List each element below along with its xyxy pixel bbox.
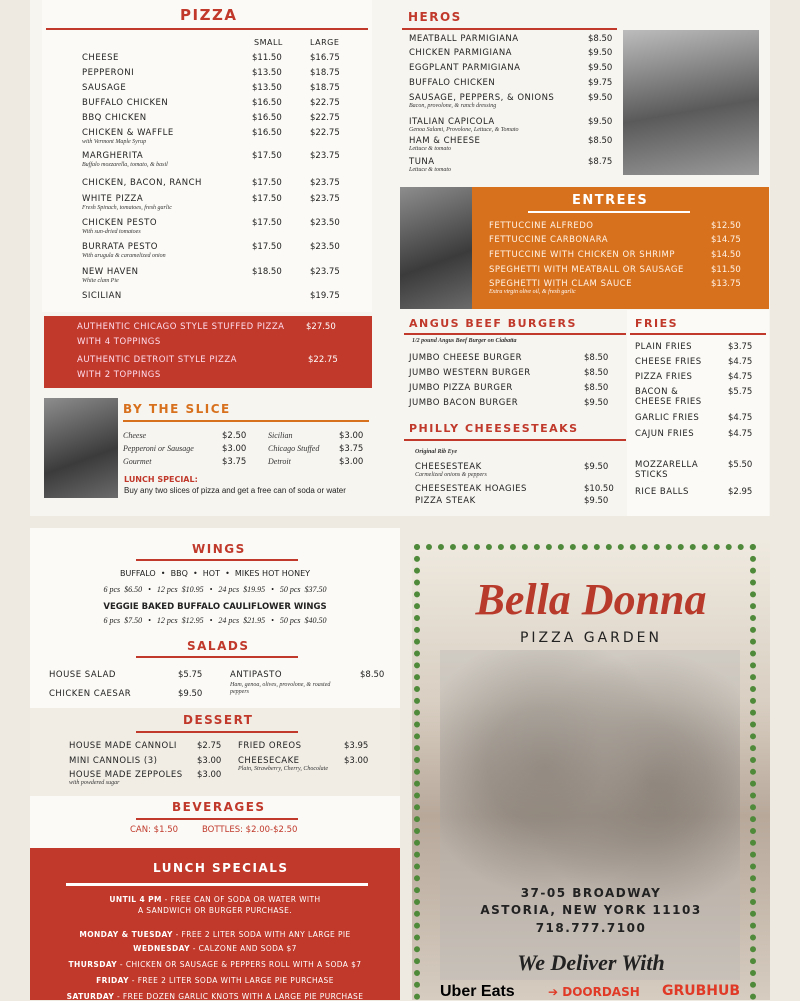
wings-rule	[136, 559, 298, 561]
burger-item-name: JUMBO PIZZA BURGER	[409, 383, 513, 393]
dessert-title: DESSERT	[183, 713, 254, 727]
fries-item-price: $4.75	[728, 357, 753, 367]
brand-phone: 718.777.7100	[535, 921, 647, 935]
lunch-dash: -	[189, 944, 199, 953]
dessert-item-price: $3.00	[197, 770, 222, 780]
pizza-item-desc: With arugula & caramelized onion	[82, 253, 166, 259]
hero-item-price: $9.50	[588, 63, 613, 73]
pizza-item-name: SAUSAGE	[82, 83, 127, 93]
fries-item-name: CAJUN FRIES	[635, 429, 695, 439]
wings-flavors: BUFFALO • BBQ • HOT • MIKES HOT HONEY	[119, 569, 311, 578]
beverages-can: CAN: $1.50	[130, 825, 179, 835]
specialty-line2: WITH 2 TOPPINGS	[77, 370, 161, 380]
vintage-photo-couple	[623, 30, 759, 175]
burger-item-price: $8.50	[584, 383, 609, 393]
beverages-bottles: BOTTLES: $2.00-$2.50	[202, 825, 298, 835]
entree-item-price: $14.75	[711, 235, 741, 245]
slice-right-price: $3.00	[339, 431, 364, 441]
doordash-logo[interactable]	[548, 985, 640, 999]
heros-title: HEROS	[408, 10, 462, 24]
brand-deliver: We Deliver With	[517, 950, 665, 975]
slice-right-name: Sicilian	[268, 431, 293, 440]
hero-item-price: $9.50	[588, 117, 613, 127]
lunch-line	[30, 895, 400, 904]
ubereats-logo[interactable]	[440, 983, 515, 1001]
pizza-item-name: CHICKEN PESTO	[82, 218, 158, 228]
philly-item-name: CHEESESTEAK	[415, 462, 482, 472]
slice-lunch-text: Buy any two slices of pizza and get a free can of soda or water	[124, 486, 346, 495]
dessert-item-desc: Plain, Strawberry, Cherry, Chocolate	[238, 766, 328, 772]
lunch-line	[30, 906, 400, 915]
salad-item-name: CHICKEN CAESAR	[49, 689, 132, 699]
fries-item-price: $5.50	[728, 460, 753, 470]
entree-item-price: $13.75	[711, 279, 741, 289]
pizza-item-large: $23.50	[310, 218, 340, 228]
lunch-dash: -	[161, 895, 171, 904]
entree-item-name: SPEGHETTI WITH MEATBALL OR SAUSAGE	[489, 265, 684, 275]
pizza-item-name: CHEESE	[82, 53, 119, 63]
fries-item-price: $2.95	[728, 487, 753, 497]
philly-item-desc: Carmelized onions & peppers	[415, 472, 487, 478]
fries-item-name: BACON & CHEESE FRIES	[635, 387, 702, 407]
slice-left-price: $2.50	[222, 431, 247, 441]
brand-subtitle: PIZZA GARDEN	[519, 630, 663, 646]
pizza-title: PIZZA	[180, 6, 238, 24]
philly-item-name: PIZZA STEAK	[415, 496, 476, 506]
slice-title: BY THE SLICE	[123, 402, 231, 416]
grubhub-text: GRUBHUB	[662, 983, 741, 999]
entree-item-name: FETTUCCINE WITH CHICKEN OR SHRIMP	[489, 250, 675, 260]
philly-item-price: $9.50	[584, 462, 609, 472]
lunch-text: FREE CAN OF SODA OR WATER WITH	[170, 895, 321, 904]
hero-item-price: $9.75	[588, 78, 613, 88]
dessert-item-price: $3.00	[197, 756, 222, 766]
slice-left-price: $3.75	[222, 457, 247, 467]
dessert-item-price: $3.00	[344, 756, 369, 766]
fries-item-price: $4.75	[728, 372, 753, 382]
lunch-title: LUNCH SPECIALS	[153, 861, 289, 875]
lunch-text: CHICKEN OR SAUSAGE & PEPPERS ROLL WITH A SODA $7	[125, 960, 362, 969]
lunch-text: FREE 2 LITER SODA WITH LARGE PIE PURCHASE	[137, 976, 334, 985]
fries-item-name: MOZZARELLA STICKS	[635, 460, 699, 480]
pizza-item-name: PEPPERONI	[82, 68, 135, 78]
pizza-item-name: BUFFALO CHICKEN	[82, 98, 169, 108]
slice-right-price: $3.75	[339, 444, 364, 454]
specialty-line1: AUTHENTIC DETROIT STYLE PIZZA	[77, 355, 237, 365]
salads-rule	[136, 656, 298, 658]
brand-address2: ASTORIA, NEW YORK 11103	[480, 903, 702, 917]
pizza-item-large: $18.75	[310, 83, 340, 93]
slice-left-price: $3.00	[222, 444, 247, 454]
pizza-item-small: $18.50	[252, 267, 282, 277]
hero-item-name: BUFFALO CHICKEN	[409, 78, 496, 88]
pizza-item-small: $17.50	[252, 178, 282, 188]
philly-note: Original Rib Eye	[415, 449, 458, 455]
dessert-item-name: HOUSE MADE CANNOLI	[69, 741, 177, 751]
wings-veggie: VEGGIE BAKED BUFFALO CAULIFLOWER WINGS	[103, 602, 327, 612]
pizza-item-name: BURRATA PESTO	[82, 242, 158, 252]
entree-item-name: SPEGHETTI WITH CLAM SAUCE	[489, 279, 632, 289]
pizza-col-small: SMALL	[254, 38, 283, 47]
philly-item-price: $9.50	[584, 496, 609, 506]
lunch-day: MONDAY & TUESDAY	[79, 930, 173, 939]
dessert-item-name: CHEESECAKE	[238, 756, 300, 766]
lunch-dash: -	[114, 992, 123, 1001]
entree-item-name: FETTUCCINE ALFREDO	[489, 221, 594, 231]
specialty-line1: AUTHENTIC CHICAGO STYLE STUFFED PIZZA	[77, 322, 285, 332]
ubereats-text: Uber Eats	[440, 983, 515, 1000]
entrees-rule	[528, 211, 690, 213]
salads-title: SALADS	[187, 639, 250, 653]
fries-item-name: PLAIN FRIES	[635, 342, 693, 352]
lunch-dash: -	[172, 930, 182, 939]
burger-item-price: $9.50	[584, 398, 609, 408]
lunch-line	[30, 930, 400, 939]
burger-item-name: JUMBO CHEESE BURGER	[409, 353, 522, 363]
hero-item-price: $9.50	[588, 48, 613, 58]
pizza-item-large: $19.75	[310, 291, 340, 301]
doordash-icon: ➔	[548, 985, 563, 999]
specialty-price: $22.75	[308, 355, 338, 365]
entree-item-price: $12.50	[711, 221, 741, 231]
pizza-item-large: $18.75	[310, 68, 340, 78]
pizza-item-large: $22.75	[310, 128, 340, 138]
entree-item-name: FETTUCCINE CARBONARA	[489, 235, 609, 245]
slice-left-name: Cheese	[123, 431, 147, 440]
lunch-day: THURSDAY	[68, 960, 118, 969]
dessert-item-name: FRIED OREOS	[238, 741, 302, 751]
pizza-item-large: $23.75	[310, 267, 340, 277]
fries-item-price: $5.75	[728, 387, 753, 397]
pizza-item-large: $16.75	[310, 53, 340, 63]
pizza-item-small: $17.50	[252, 242, 282, 252]
burger-item-price: $8.50	[584, 368, 609, 378]
burger-item-name: JUMBO BACON BURGER	[409, 398, 519, 408]
hero-item-name: EGGPLANT PARMIGIANA	[409, 63, 521, 73]
lunch-text: CALZONE AND SODA $7	[198, 944, 297, 953]
fries-rule	[630, 333, 766, 335]
pizza-item-name: BBQ CHICKEN	[82, 113, 147, 123]
philly-title: PHILLY CHEESESTEAKS	[409, 422, 579, 435]
pizza-item-large: $23.75	[310, 178, 340, 188]
lunch-day: FRIDAY	[96, 976, 129, 985]
pizza-item-name: NEW HAVEN	[82, 267, 139, 277]
fries-item-name: RICE BALLS	[635, 487, 689, 497]
lunch-rule	[66, 883, 368, 886]
heros-rule	[402, 28, 617, 30]
wings-veggie-prices: 6 pcs $7.50 • 12 pcs $12.95 • 24 pcs $21.95 • 50 pcs $40.50	[103, 616, 327, 625]
lunch-day: WEDNESDAY	[133, 944, 190, 953]
lunch-dash: -	[117, 960, 126, 969]
vintage-photo-entrees	[400, 187, 472, 309]
hero-item-name: HAM & CHEESE	[409, 136, 481, 146]
brand-name: Bella Donna	[475, 575, 707, 624]
pizza-item-desc: with Vermont Maple Syrup	[82, 139, 147, 145]
lunch-text: A SANDWICH OR BURGER PURCHASE.	[137, 906, 293, 915]
specialty-price: $27.50	[306, 322, 336, 332]
dessert-item-name: MINI CANNOLIS (3)	[69, 756, 158, 766]
specialty-line2: WITH 4 TOPPINGS	[77, 337, 161, 347]
pizza-item-small: $17.50	[252, 194, 282, 204]
pizza-item-desc: Buffalo mozzarella, tomato, & basil	[82, 162, 168, 168]
pizza-item-small: $17.50	[252, 151, 282, 161]
lunch-dash: -	[129, 976, 138, 985]
pizza-item-large: $22.75	[310, 98, 340, 108]
hero-item-desc: Genoa Salami, Provolone, Lettuce, & Tomato	[409, 127, 519, 133]
hero-item-price: $9.50	[588, 93, 613, 103]
brand-address1: 37-05 BROADWAY	[520, 886, 662, 900]
pizza-item-small: $16.50	[252, 98, 282, 108]
fries-title: FRIES	[635, 317, 679, 330]
burgers-title: ANGUS BEEF BURGERS	[409, 317, 577, 330]
pizza-item-name: CHICKEN, BACON, RANCH	[82, 178, 202, 188]
burgers-note: 1/2 pound Angus Beef Burger on Ciabatta	[412, 338, 517, 344]
slice-rule	[123, 420, 369, 422]
fries-item-name: GARLIC FRIES	[635, 413, 700, 423]
pizza-item-small: $16.50	[252, 128, 282, 138]
lunch-line	[30, 960, 400, 969]
pizza-item-large: $23.50	[310, 242, 340, 252]
antipasto-price: $8.50	[360, 670, 385, 680]
fries-item-name: PIZZA FRIES	[635, 372, 693, 382]
salad-item-price: $5.75	[178, 670, 203, 680]
antipasto-desc: Ham, genoa, olives, provolone, & roasted peppers	[230, 682, 331, 695]
pizza-item-small: $13.50	[252, 68, 282, 78]
philly-rule	[404, 439, 626, 441]
pizza-item-name: SICILIAN	[82, 291, 122, 301]
hero-item-price: $8.50	[588, 34, 613, 44]
slice-left-name: Pepperoni or Sausage	[123, 444, 194, 453]
wings-title: WINGS	[192, 542, 246, 556]
burgers-rule	[404, 333, 626, 335]
pizza-item-large: $22.75	[310, 113, 340, 123]
hero-item-price: $8.75	[588, 157, 613, 167]
slice-right-price: $3.00	[339, 457, 364, 467]
pizza-col-large: LARGE	[310, 38, 340, 47]
antipasto-name: ANTIPASTO	[230, 670, 283, 680]
slice-left-name: Gourmet	[123, 457, 152, 466]
salad-item-price: $9.50	[178, 689, 203, 699]
pizza-item-small: $16.50	[252, 113, 282, 123]
pizza-item-large: $23.75	[310, 194, 340, 204]
lunch-text: FREE 2 LITER SODA WITH ANY LARGE PIE	[181, 930, 351, 939]
hero-item-name: SAUSAGE, PEPPERS, & ONIONS	[409, 93, 555, 103]
pizza-item-name: CHICKEN & WAFFLE	[82, 128, 174, 138]
doordash-text: DOORDASH	[562, 985, 640, 999]
lunch-day: UNTIL 4 PM	[109, 895, 162, 904]
philly-item-price: $10.50	[584, 484, 614, 494]
entree-item-price: $14.50	[711, 250, 741, 260]
entree-item-price: $11.50	[711, 265, 741, 275]
hero-item-name: TUNA	[409, 157, 435, 167]
fries-item-price: $3.75	[728, 342, 753, 352]
philly-item-name: CHEESESTEAK HOAGIES	[415, 484, 527, 494]
fries-item-name: CHEESE FRIES	[635, 357, 702, 367]
fries-item-price: $4.75	[728, 413, 753, 423]
pizza-item-name: WHITE PIZZA	[82, 194, 144, 204]
hero-item-name: ITALIAN CAPICOLA	[409, 117, 495, 127]
lunch-text: FREE DOZEN GARLIC KNOTS WITH A LARGE PIE PURCHASE	[122, 992, 364, 1001]
pizza-item-desc: White clam Pie	[82, 278, 119, 284]
pizza-item-name: MARGHERITA	[82, 151, 144, 161]
lunch-line	[30, 976, 400, 985]
vintage-photo-man	[44, 398, 118, 498]
lunch-day: SATURDAY	[66, 992, 115, 1001]
dessert-item-name: HOUSE MADE ZEPPOLES	[69, 770, 183, 780]
hero-item-desc: Lettuce & tomato	[409, 146, 451, 152]
pizza-item-large: $23.75	[310, 151, 340, 161]
dessert-item-price: $3.95	[344, 741, 369, 751]
burger-item-name: JUMBO WESTERN BURGER	[409, 368, 531, 378]
hero-item-name: MEATBALL PARMIGIANA	[409, 34, 519, 44]
beverages-rule	[136, 818, 298, 820]
pizza-item-desc: Fresh Spinach, tomatoes, fresh garlic	[82, 205, 172, 211]
fries-item-price: $4.75	[728, 429, 753, 439]
pizza-item-small: $13.50	[252, 83, 282, 93]
wings-prices: 6 pcs $6.50 • 12 pcs $10.95 • 24 pcs $19.95 • 50 pcs $37.50	[103, 585, 327, 594]
burger-item-price: $8.50	[584, 353, 609, 363]
dessert-rule	[136, 731, 298, 733]
hero-item-desc: Bacon, provolone, & ranch dressing	[409, 103, 497, 109]
salad-item-name: HOUSE SALAD	[49, 670, 116, 680]
hero-item-desc: Lettuce & tomato	[409, 167, 451, 173]
pizza-item-small: $17.50	[252, 218, 282, 228]
dessert-item-price: $2.75	[197, 741, 222, 751]
grubhub-logo[interactable]	[662, 983, 740, 999]
hero-item-price: $8.50	[588, 136, 613, 146]
hero-item-name: CHICKEN PARMIGIANA	[409, 48, 512, 58]
dessert-item-desc: with powdered sugar	[69, 780, 120, 786]
slice-right-name: Detroit	[268, 457, 291, 466]
pizza-item-small: $11.50	[252, 53, 282, 63]
lunch-line	[30, 944, 400, 953]
entrees-title: ENTREES	[572, 193, 649, 208]
entrees-note: Extra virgin olive oil, & fresh garlic	[489, 289, 576, 295]
beverages-title: BEVERAGES	[172, 800, 266, 814]
slice-right-name: Chicago Stuffed	[268, 444, 320, 453]
slice-lunch-label: LUNCH SPECIAL:	[124, 475, 198, 484]
pizza-item-desc: With sun-dried tomatoes	[82, 229, 141, 235]
pizza-rule	[46, 28, 368, 30]
